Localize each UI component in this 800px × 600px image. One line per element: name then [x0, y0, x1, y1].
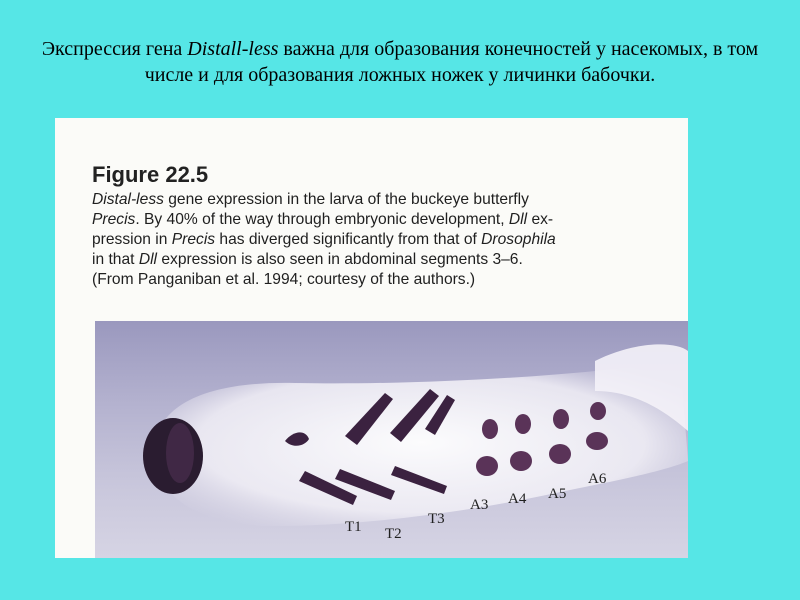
caption-line: [92, 230, 682, 250]
label-a6: A6: [588, 471, 607, 487]
slide-title: [40, 36, 760, 88]
larva-illustration: [95, 321, 688, 558]
figure-caption: [92, 190, 682, 290]
figure-number: Figure 22.5: [92, 162, 209, 187]
caption-run: expression is also seen in abdominal segments 3–6.: [157, 251, 523, 268]
figure-panel: [55, 118, 688, 558]
label-a5: A5: [548, 486, 567, 502]
caption-run: in that: [92, 251, 139, 268]
label-a4: A4: [508, 491, 527, 507]
caption-run: gene expression in the larva of the buckeye butterfly: [163, 191, 529, 208]
caption-run: has diverged significantly from that of: [215, 231, 482, 248]
caption-run: Precis: [92, 211, 136, 228]
larva-photo: [95, 321, 688, 558]
caption-run: (From Panganiban et al. 1994; courtesy of the authors.): [92, 271, 476, 288]
label-t2: T2: [385, 526, 402, 542]
caption-run: Dll: [138, 251, 158, 268]
caption-line: [92, 250, 682, 270]
caption-line: [92, 270, 682, 290]
slide-title-pre: Экспрессия гена: [41, 38, 188, 60]
label-t3: T3: [428, 511, 445, 527]
caption-run: pression in: [92, 231, 172, 248]
caption-run: ex-: [527, 211, 554, 228]
caption-run: . By 40% of the way through embryonic development,: [135, 211, 509, 228]
label-a3: A3: [470, 497, 489, 513]
caption-run: Dll: [508, 211, 528, 228]
caption-line: [92, 210, 682, 230]
label-t1: T1: [345, 519, 362, 535]
caption-run: Distal-less: [92, 191, 164, 208]
slide-title-post: важна для образования конечностей у насекомых, в том числе и для образования ложных ножек у личинки бабочки.: [144, 38, 759, 86]
caption-run: Drosophila: [481, 231, 556, 248]
caption-run: Precis: [171, 231, 216, 248]
caption-line: [92, 190, 682, 210]
slide-title-gene: Distall-less: [187, 38, 279, 60]
